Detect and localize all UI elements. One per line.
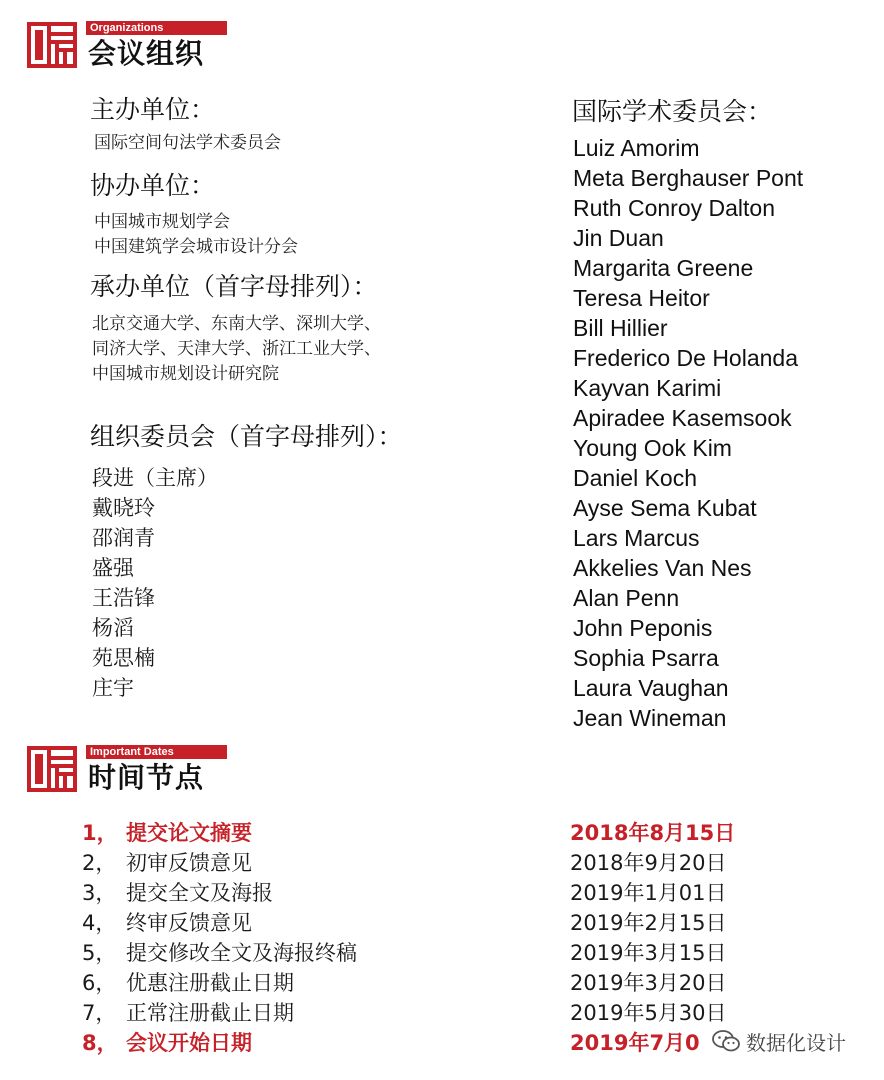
date-event: 初审反馈意见 (126, 851, 252, 875)
date-event: 提交论文摘要 (126, 821, 252, 845)
section-label-en: Organizations (86, 21, 227, 35)
section-title-cn: 会议组织 (88, 37, 205, 70)
date-row (82, 848, 762, 878)
date-value: 2019年7月0 (570, 1031, 700, 1055)
host-list (94, 131, 281, 156)
intl-member: Frederico De Holanda (573, 345, 799, 371)
organizer-heading: 承办单位（首字母排列）： (90, 272, 378, 301)
date-index: 7， (82, 1001, 117, 1025)
date-value: 2018年8月15日 (570, 821, 736, 845)
intl-member: John Peponis (573, 615, 713, 641)
date-index: 1， (82, 821, 118, 845)
intl-member: Teresa Heitor (573, 285, 710, 311)
intl-member: Jin Duan (573, 225, 664, 251)
committee-member: 盛强 (92, 556, 134, 580)
committee-member: 王浩锋 (92, 586, 155, 610)
organizer-line: 同济大学、天津大学、浙江工业大学、 (92, 339, 381, 359)
wechat-icon (712, 1029, 740, 1053)
committee-member: 邵润青 (92, 526, 155, 550)
intl-member: Apiradee Kasemsook (573, 405, 792, 431)
intl-member: Ruth Conroy Dalton (573, 195, 775, 221)
date-row (82, 998, 762, 1028)
intl-member: Ayse Sema Kubat (573, 495, 757, 521)
date-row (82, 1028, 762, 1058)
watermark-text: 数据化设计 (746, 1030, 846, 1055)
intl-member: Alan Penn (573, 585, 680, 611)
date-row (82, 938, 762, 968)
date-row (82, 908, 762, 938)
intl-member: Kayvan Karimi (573, 375, 722, 401)
organizer-line: 北京交通大学、东南大学、深圳大学、 (92, 314, 381, 334)
committee-member: 杨滔 (92, 616, 134, 640)
intl-member: Bill Hillier (573, 315, 668, 341)
date-event: 提交修改全文及海报终稿 (126, 941, 357, 965)
organizer-line: 中国城市规划设计研究院 (92, 364, 279, 384)
intl-member: Meta Berghauser Pont (573, 165, 804, 191)
cohost-heading: 协办单位： (90, 171, 216, 200)
date-index: 4， (82, 911, 117, 935)
date-index: 5， (82, 941, 117, 965)
organizer-list (92, 312, 381, 387)
date-event: 优惠注册截止日期 (126, 971, 294, 995)
intl-member: Sophia Psarra (573, 645, 719, 671)
seal-logo-icon (27, 746, 77, 792)
section-title-cn: 时间节点 (88, 761, 205, 794)
date-value: 2019年5月30日 (570, 1001, 727, 1025)
intl-member: Young Ook Kim (573, 435, 732, 461)
watermark (708, 1026, 852, 1056)
cohost-item: 中国城市规划学会 (94, 212, 230, 232)
date-index: 3， (82, 881, 117, 905)
intl-member: Lars Marcus (573, 525, 700, 551)
date-event: 正常注册截止日期 (126, 1001, 294, 1025)
cohost-item: 中国建筑学会城市设计分会 (94, 237, 298, 257)
section-label-en: Important Dates (86, 745, 227, 759)
date-value: 2019年1月01日 (570, 881, 727, 905)
date-value: 2018年9月20日 (570, 851, 727, 875)
host-heading: 主办单位： (90, 95, 216, 124)
seal-logo-icon (27, 22, 77, 68)
date-index: 2， (82, 851, 117, 875)
intl-member: Luiz Amorim (573, 135, 700, 161)
intl-list (573, 133, 803, 733)
date-value: 2019年3月15日 (570, 941, 727, 965)
date-value: 2019年2月15日 (570, 911, 727, 935)
date-event: 会议开始日期 (126, 1031, 252, 1055)
committee-member: 戴晓玲 (92, 496, 155, 520)
date-event: 提交全文及海报 (126, 881, 273, 905)
committee-member: 苑思楠 (92, 646, 155, 670)
cohost-list (94, 210, 298, 260)
intl-member: Akkelies Van Nes (573, 555, 752, 581)
date-index: 8， (82, 1031, 118, 1055)
committee-member: 段进（主席） (92, 466, 218, 490)
date-row (82, 968, 762, 998)
date-value: 2019年3月20日 (570, 971, 727, 995)
date-row (82, 878, 762, 908)
committee-heading: 组织委员会（首字母排列）： (90, 422, 403, 451)
date-event: 终审反馈意见 (126, 911, 252, 935)
intl-heading: 国际学术委员会： (572, 97, 773, 126)
intl-member: Margarita Greene (573, 255, 754, 281)
date-row (82, 818, 762, 848)
intl-member: Laura Vaughan (573, 675, 729, 701)
host-item: 国际空间句法学术委员会 (94, 133, 281, 153)
dates-list (82, 818, 762, 1058)
committee-list (92, 463, 218, 703)
intl-member: Daniel Koch (573, 465, 698, 491)
date-index: 6， (82, 971, 117, 995)
committee-member: 庄宇 (92, 676, 134, 700)
intl-member: Jean Wineman (573, 705, 727, 731)
